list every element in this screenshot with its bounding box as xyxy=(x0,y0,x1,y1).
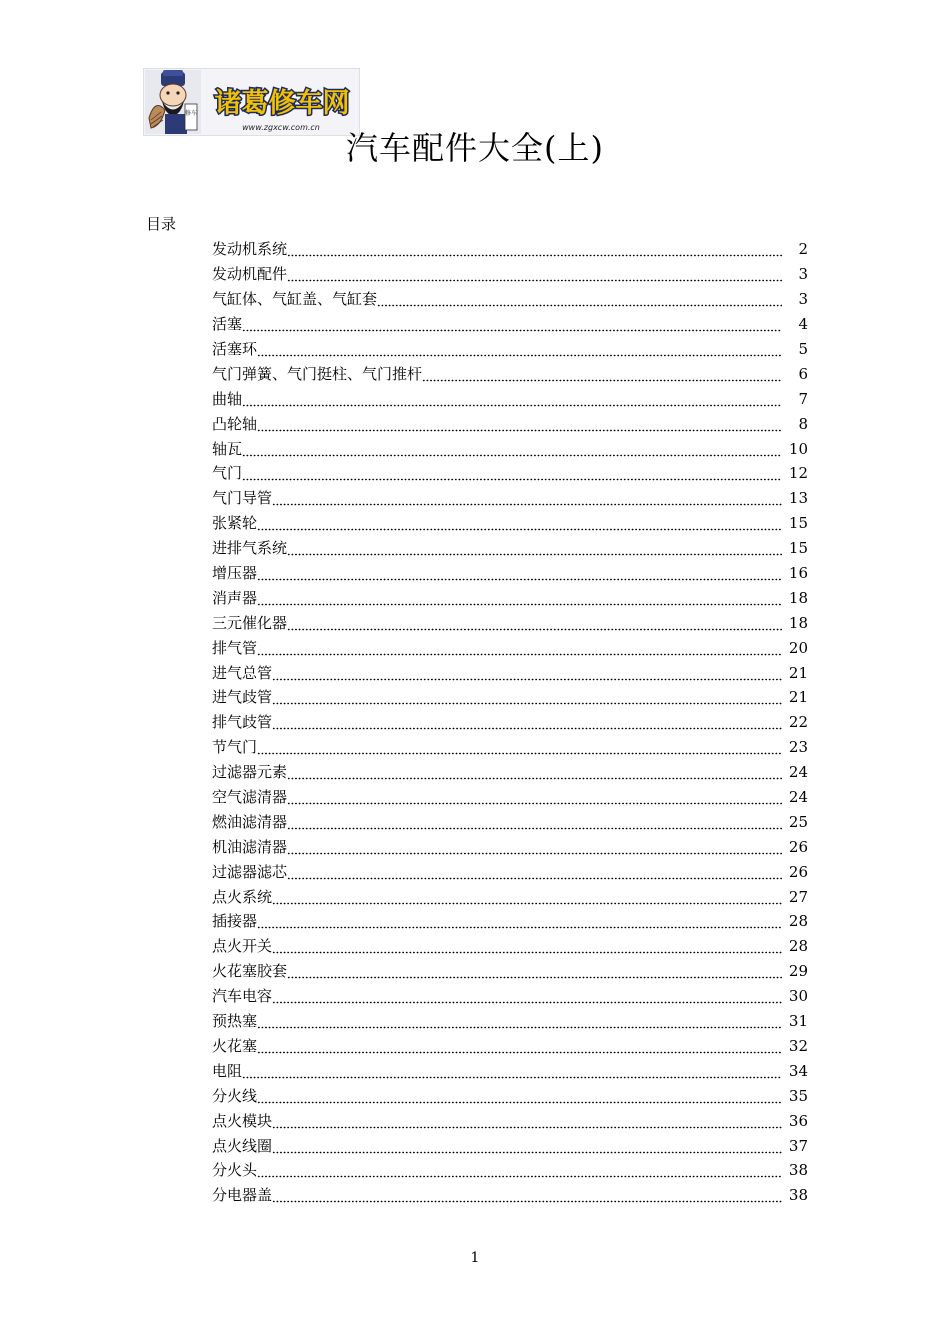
toc-leader-dots xyxy=(257,910,782,932)
toc-leader-dots xyxy=(287,861,782,883)
toc-leader-dots xyxy=(257,338,782,360)
toc-leader-dots xyxy=(242,1060,782,1082)
toc-leader-dots xyxy=(287,263,782,285)
toc-entry-label: 点火开关 xyxy=(212,937,273,956)
toc-entry-page: 35 xyxy=(788,1086,808,1105)
toc-entry-page: 8 xyxy=(798,414,808,433)
toc-leader-dots xyxy=(272,711,782,733)
toc-entry[interactable] xyxy=(212,760,808,785)
toc-entry[interactable] xyxy=(212,585,808,610)
toc-entry[interactable] xyxy=(212,685,808,710)
toc-entry[interactable] xyxy=(212,1009,808,1034)
toc-entry[interactable] xyxy=(212,511,808,536)
toc-leader-dots xyxy=(242,388,782,410)
toc-entry-label: 火花塞胶套 xyxy=(212,962,288,981)
toc-entry-page: 34 xyxy=(788,1061,808,1080)
toc-entry-page: 37 xyxy=(788,1136,808,1155)
toc-entry-label: 曲轴 xyxy=(212,389,243,408)
toc-entry-page: 31 xyxy=(788,1012,808,1031)
toc-entry[interactable] xyxy=(212,809,808,834)
toc-entry-page: 26 xyxy=(788,862,808,881)
toc-entry-label: 气门弹簧、气门挺柱、气门推杆 xyxy=(212,364,423,383)
toc-entry-label: 气门 xyxy=(212,464,243,483)
toc-leader-dots xyxy=(257,562,782,584)
toc-entry-label: 凸轮轴 xyxy=(212,414,258,433)
toc-leader-dots xyxy=(272,1135,782,1157)
toc-leader-dots xyxy=(287,960,782,982)
toc-entry-page: 6 xyxy=(798,364,808,383)
toc-entry[interactable] xyxy=(212,486,808,511)
toc-entry-page: 38 xyxy=(788,1186,808,1205)
toc-entry-label: 发动机系统 xyxy=(212,240,288,259)
toc-entry-label: 分电器盖 xyxy=(212,1186,273,1205)
toc-entry[interactable] xyxy=(212,710,808,735)
toc-entry-page: 22 xyxy=(788,713,808,732)
toc-entry-page: 38 xyxy=(788,1161,808,1180)
toc-entry-page: 7 xyxy=(798,389,808,408)
toc-entry-label: 分火线 xyxy=(212,1086,258,1105)
toc-leader-dots xyxy=(272,985,782,1007)
toc-entry-page: 24 xyxy=(788,788,808,807)
toc-entry-page: 16 xyxy=(788,564,808,583)
toc-entry-label: 空气滤清器 xyxy=(212,788,288,807)
toc-leader-dots xyxy=(257,736,782,758)
toc-entry-label: 机油滤清器 xyxy=(212,837,288,856)
table-of-contents xyxy=(212,237,808,1208)
toc-leader-dots xyxy=(287,786,782,808)
toc-entry-page: 21 xyxy=(788,688,808,707)
toc-leader-dots xyxy=(272,935,782,957)
toc-entry-label: 增压器 xyxy=(212,564,258,583)
toc-entry[interactable] xyxy=(212,959,808,984)
toc-entry-label: 预热塞 xyxy=(212,1012,258,1031)
toc-leader-dots xyxy=(272,487,782,509)
toc-entry-page: 36 xyxy=(788,1111,808,1130)
toc-entry-label: 气缸体、气缸盖、气缸套 xyxy=(212,290,378,309)
toc-leader-dots xyxy=(272,686,782,708)
toc-entry[interactable] xyxy=(212,1108,808,1133)
toc-leader-dots xyxy=(257,1035,782,1057)
toc-leader-dots xyxy=(257,1159,782,1181)
toc-entry[interactable] xyxy=(212,984,808,1009)
toc-entry[interactable] xyxy=(212,909,808,934)
toc-entry-label: 气门导管 xyxy=(212,489,273,508)
toc-entry-label: 消声器 xyxy=(212,588,258,607)
toc-entry-page: 26 xyxy=(788,837,808,856)
toc-entry[interactable] xyxy=(212,610,808,635)
toc-leader-dots xyxy=(257,1010,782,1032)
toc-entry-page: 30 xyxy=(788,987,808,1006)
toc-entry-label: 过滤器元素 xyxy=(212,763,288,782)
toc-entry-page: 3 xyxy=(798,290,808,309)
toc-entry-label: 张紧轮 xyxy=(212,514,258,533)
toc-entry[interactable] xyxy=(212,1083,808,1108)
toc-leader-dots xyxy=(287,537,782,559)
toc-entry-page: 25 xyxy=(788,812,808,831)
toc-entry-label: 插接器 xyxy=(212,912,258,931)
toc-leader-dots xyxy=(242,462,782,484)
toc-entry[interactable] xyxy=(212,1158,808,1183)
page-number: 1 xyxy=(470,1250,480,1266)
toc-leader-dots xyxy=(287,836,782,858)
toc-entry[interactable] xyxy=(212,312,808,337)
toc-leader-dots xyxy=(377,288,782,310)
toc-entry[interactable] xyxy=(212,1058,808,1083)
toc-entry-label: 活塞环 xyxy=(212,340,258,358)
toc-leader-dots xyxy=(242,438,782,460)
toc-leader-dots xyxy=(242,313,782,335)
toc-leader-dots xyxy=(422,363,782,385)
toc-entry-page: 15 xyxy=(788,539,808,558)
toc-entry-label: 排气歧管 xyxy=(212,713,273,732)
toc-entry-page: 28 xyxy=(788,912,808,931)
toc-entry[interactable] xyxy=(212,1183,808,1208)
toc-entry[interactable] xyxy=(212,635,808,660)
toc-leader-dots xyxy=(287,238,782,260)
toc-entry-label: 火花塞 xyxy=(212,1036,258,1055)
toc-entry-page: 15 xyxy=(788,514,808,533)
toc-entry-label: 汽车电容 xyxy=(212,987,273,1006)
toc-leader-dots xyxy=(257,512,782,534)
toc-entry-page: 13 xyxy=(788,489,808,508)
toc-entry-page: 18 xyxy=(788,613,808,632)
toc-entry-page: 2 xyxy=(798,240,808,259)
toc-entry[interactable] xyxy=(212,287,808,312)
toc-entry[interactable] xyxy=(212,561,808,586)
toc-leader-dots xyxy=(257,637,782,659)
toc-entry-page: 21 xyxy=(788,663,808,682)
toc-leader-dots xyxy=(257,587,782,609)
toc-entry-page: 3 xyxy=(798,265,808,284)
toc-entry[interactable] xyxy=(212,361,808,386)
toc-entry-label: 过滤器滤芯 xyxy=(212,862,288,881)
toc-entry[interactable] xyxy=(212,386,808,411)
toc-entry-label: 电阻 xyxy=(212,1061,243,1080)
toc-leader-dots xyxy=(272,1110,782,1132)
toc-entry[interactable] xyxy=(212,461,808,486)
toc-entry-page: 29 xyxy=(788,962,808,981)
toc-entry-page: 10 xyxy=(788,439,808,458)
toc-leader-dots xyxy=(272,662,782,684)
toc-entry[interactable] xyxy=(212,237,808,262)
toc-entry[interactable] xyxy=(212,411,808,436)
toc-entry[interactable] xyxy=(212,735,808,760)
toc-entry-label: 进排气系统 xyxy=(212,539,288,558)
toc-leader-dots xyxy=(272,1184,782,1206)
toc-heading: 目录 xyxy=(146,215,177,233)
toc-entry[interactable] xyxy=(212,1133,808,1158)
toc-entry-label: 进气总管 xyxy=(212,663,273,682)
toc-leader-dots xyxy=(287,761,782,783)
toc-entry-label: 点火系统 xyxy=(212,887,273,906)
toc-entry-label: 三元催化器 xyxy=(212,613,288,632)
toc-entry-label: 活塞 xyxy=(212,315,243,334)
toc-entry[interactable] xyxy=(212,859,808,884)
toc-entry-label: 分火头 xyxy=(212,1161,258,1180)
toc-entry-label: 燃油滤清器 xyxy=(212,812,288,831)
toc-leader-dots xyxy=(257,413,782,435)
toc-entry[interactable] xyxy=(212,660,808,685)
toc-entry-page: 12 xyxy=(788,464,808,483)
toc-entry-page: 18 xyxy=(788,588,808,607)
toc-leader-dots xyxy=(257,1085,782,1107)
toc-entry-page: 32 xyxy=(788,1036,808,1055)
toc-entry-page: 24 xyxy=(788,763,808,782)
toc-entry-page: 4 xyxy=(798,315,808,334)
toc-entry-page: 23 xyxy=(788,738,808,757)
toc-entry[interactable] xyxy=(212,436,808,461)
logo-brand-text: 诸葛修车网 xyxy=(214,88,350,119)
toc-entry[interactable] xyxy=(212,536,808,561)
toc-leader-dots xyxy=(272,886,782,908)
toc-entry[interactable] xyxy=(212,1034,808,1059)
toc-entry-label: 发动机配件 xyxy=(212,265,288,284)
toc-entry[interactable] xyxy=(212,785,808,810)
logo-badge-text: 修车 xyxy=(184,110,198,117)
toc-entry[interactable] xyxy=(212,337,808,362)
toc-entry[interactable] xyxy=(212,884,808,909)
toc-entry[interactable] xyxy=(212,262,808,287)
toc-entry-page: 27 xyxy=(788,887,808,906)
page-title: 汽车配件大全(上) xyxy=(346,129,604,167)
toc-entry-label: 进气歧管 xyxy=(212,688,273,707)
toc-entry-label: 节气门 xyxy=(212,738,258,757)
toc-entry-page: 5 xyxy=(798,340,808,358)
toc-entry-label: 点火模块 xyxy=(212,1111,273,1130)
toc-entry-page: 20 xyxy=(788,638,808,657)
toc-entry-label: 排气管 xyxy=(212,638,258,657)
logo-url-text: www.zgxcw.com.cn xyxy=(242,123,320,132)
toc-leader-dots xyxy=(287,811,782,833)
toc-entry[interactable] xyxy=(212,934,808,959)
toc-entry-page: 28 xyxy=(788,937,808,956)
toc-entry[interactable] xyxy=(212,834,808,859)
toc-entry-label: 轴瓦 xyxy=(212,439,243,458)
toc-entry-label: 点火线圈 xyxy=(212,1136,273,1155)
toc-leader-dots xyxy=(287,612,782,634)
